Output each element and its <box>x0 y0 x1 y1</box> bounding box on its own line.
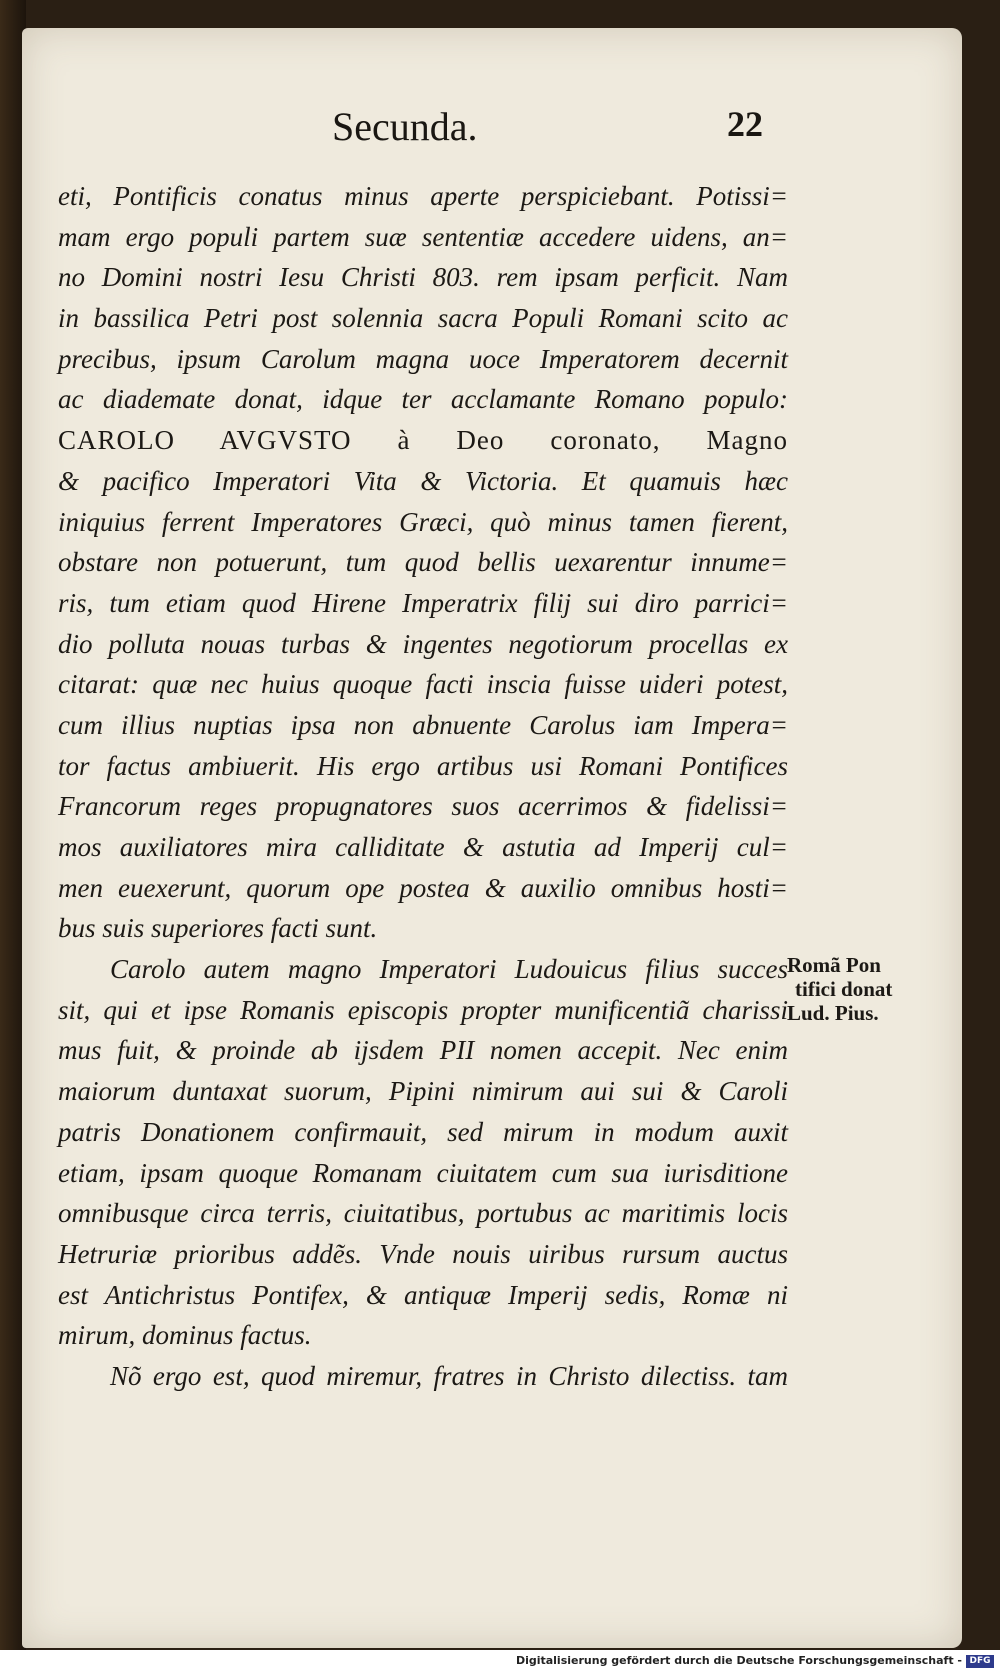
text-line: Francorum reges propugnatores suos acerrimos & fidelissi= <box>58 791 788 822</box>
text-line: men euexerunt, quorum ope postea & auxilio omnibus hosti= <box>58 872 788 903</box>
marginal-note-line: tifici donat <box>795 977 893 1001</box>
page-header <box>22 103 962 163</box>
text-line: dio polluta nouas turbas & ingentes negotiorum procellas ex <box>58 628 788 659</box>
text-line: omnibusque circa terris, ciuitatibus, portubus ac maritimis locis <box>58 1198 788 1229</box>
text-line: mam ergo populi partem suæ sententiæ accedere uidens, an= <box>58 221 788 252</box>
body-text <box>58 176 788 1397</box>
dfg-logo: DFG <box>966 1655 994 1668</box>
marginal-note-line: Lud. Pius. <box>787 1001 879 1025</box>
text-line: in bassilica Petri post solennia sacra Populi Romani scito ac <box>58 303 788 334</box>
text-line: iniquius ferrent Imperatores Græci, quò minus tamen fierent, <box>58 506 788 537</box>
text-line: Nõ ergo est, quod miremur, fratres in Christo dilectiss. tam <box>110 1360 788 1391</box>
text-line: bus suis superiores facti sunt. <box>58 913 378 944</box>
marginal-note-line: Romã Pon <box>787 953 881 977</box>
text-line: citarat: quæ nec huius quoque facti inscia fuisse uideri potest, <box>58 669 788 700</box>
book-page <box>22 28 962 1648</box>
text-line: maiorum duntaxat suorum, Pipini nimirum aui sui & Caroli <box>58 1076 788 1107</box>
text-line: no Domini nostri Iesu Christi 803. rem ipsam perficit. Nam <box>58 262 788 293</box>
text-line: mirum, dominus factus. <box>58 1320 312 1351</box>
text-line: eti, Pontificis conatus minus aperte perspiciebant. Potissi= <box>58 181 788 211</box>
text-line: precibus, ipsum Carolum magna uoce Imperatorem decernit <box>58 343 788 374</box>
text-line: tor factus ambiuerit. His ergo artibus usi Romani Pontifices <box>58 750 788 781</box>
running-head: Secunda. <box>332 104 478 149</box>
text-line: etiam, ipsam quoque Romanam ciuitatem cum sua iurisditione <box>58 1157 788 1188</box>
text-line: CAROLO AVGVSTO à Deo coronato, Magno <box>58 425 788 456</box>
text-line: & pacifico Imperatori Vita & Victoria. Et quamuis hæc <box>58 465 788 496</box>
text-line: ac diademate donat, idque ter acclamante Romano populo: <box>58 384 788 415</box>
text-line: est Antichristus Pontifex, & antiquæ Imperij sedis, Romæ ni <box>58 1279 788 1310</box>
text-line: Carolo autem magno Imperatori Ludouicus filius succes <box>110 954 788 985</box>
text-line: cum illius nuptias ipsa non abnuente Carolus iam Impera= <box>58 709 788 740</box>
text-line: mos auxiliatores mira calliditate & astutia ad Imperij cul= <box>58 832 788 862</box>
footer-credit: Digitalisierung gefördert durch die Deutsche Forschungsgemeinschaft - <box>515 1654 962 1667</box>
digitization-footer <box>0 1650 1000 1674</box>
text-line: sit, qui et ipse Romanis episcopis propter munificentiã charissi <box>58 994 788 1025</box>
text-line: Hetruriæ prioribus addẽs. Vnde nouis uiribus rursum auctus <box>58 1238 788 1269</box>
marginal-note <box>787 953 957 1025</box>
text-line: obstare non potuerunt, tum quod bellis uexarentur innume= <box>58 547 788 578</box>
page-number: 22 <box>727 104 763 144</box>
text-line: ris, tum etiam quod Hirene Imperatrix filij sui diro parrici= <box>58 587 788 618</box>
text-line: mus fuit, & proinde ab ijsdem PII nomen accepit. Nec enim <box>58 1035 788 1066</box>
text-line: patris Donationem confirmauit, sed mirum in modum auxit <box>58 1116 788 1147</box>
